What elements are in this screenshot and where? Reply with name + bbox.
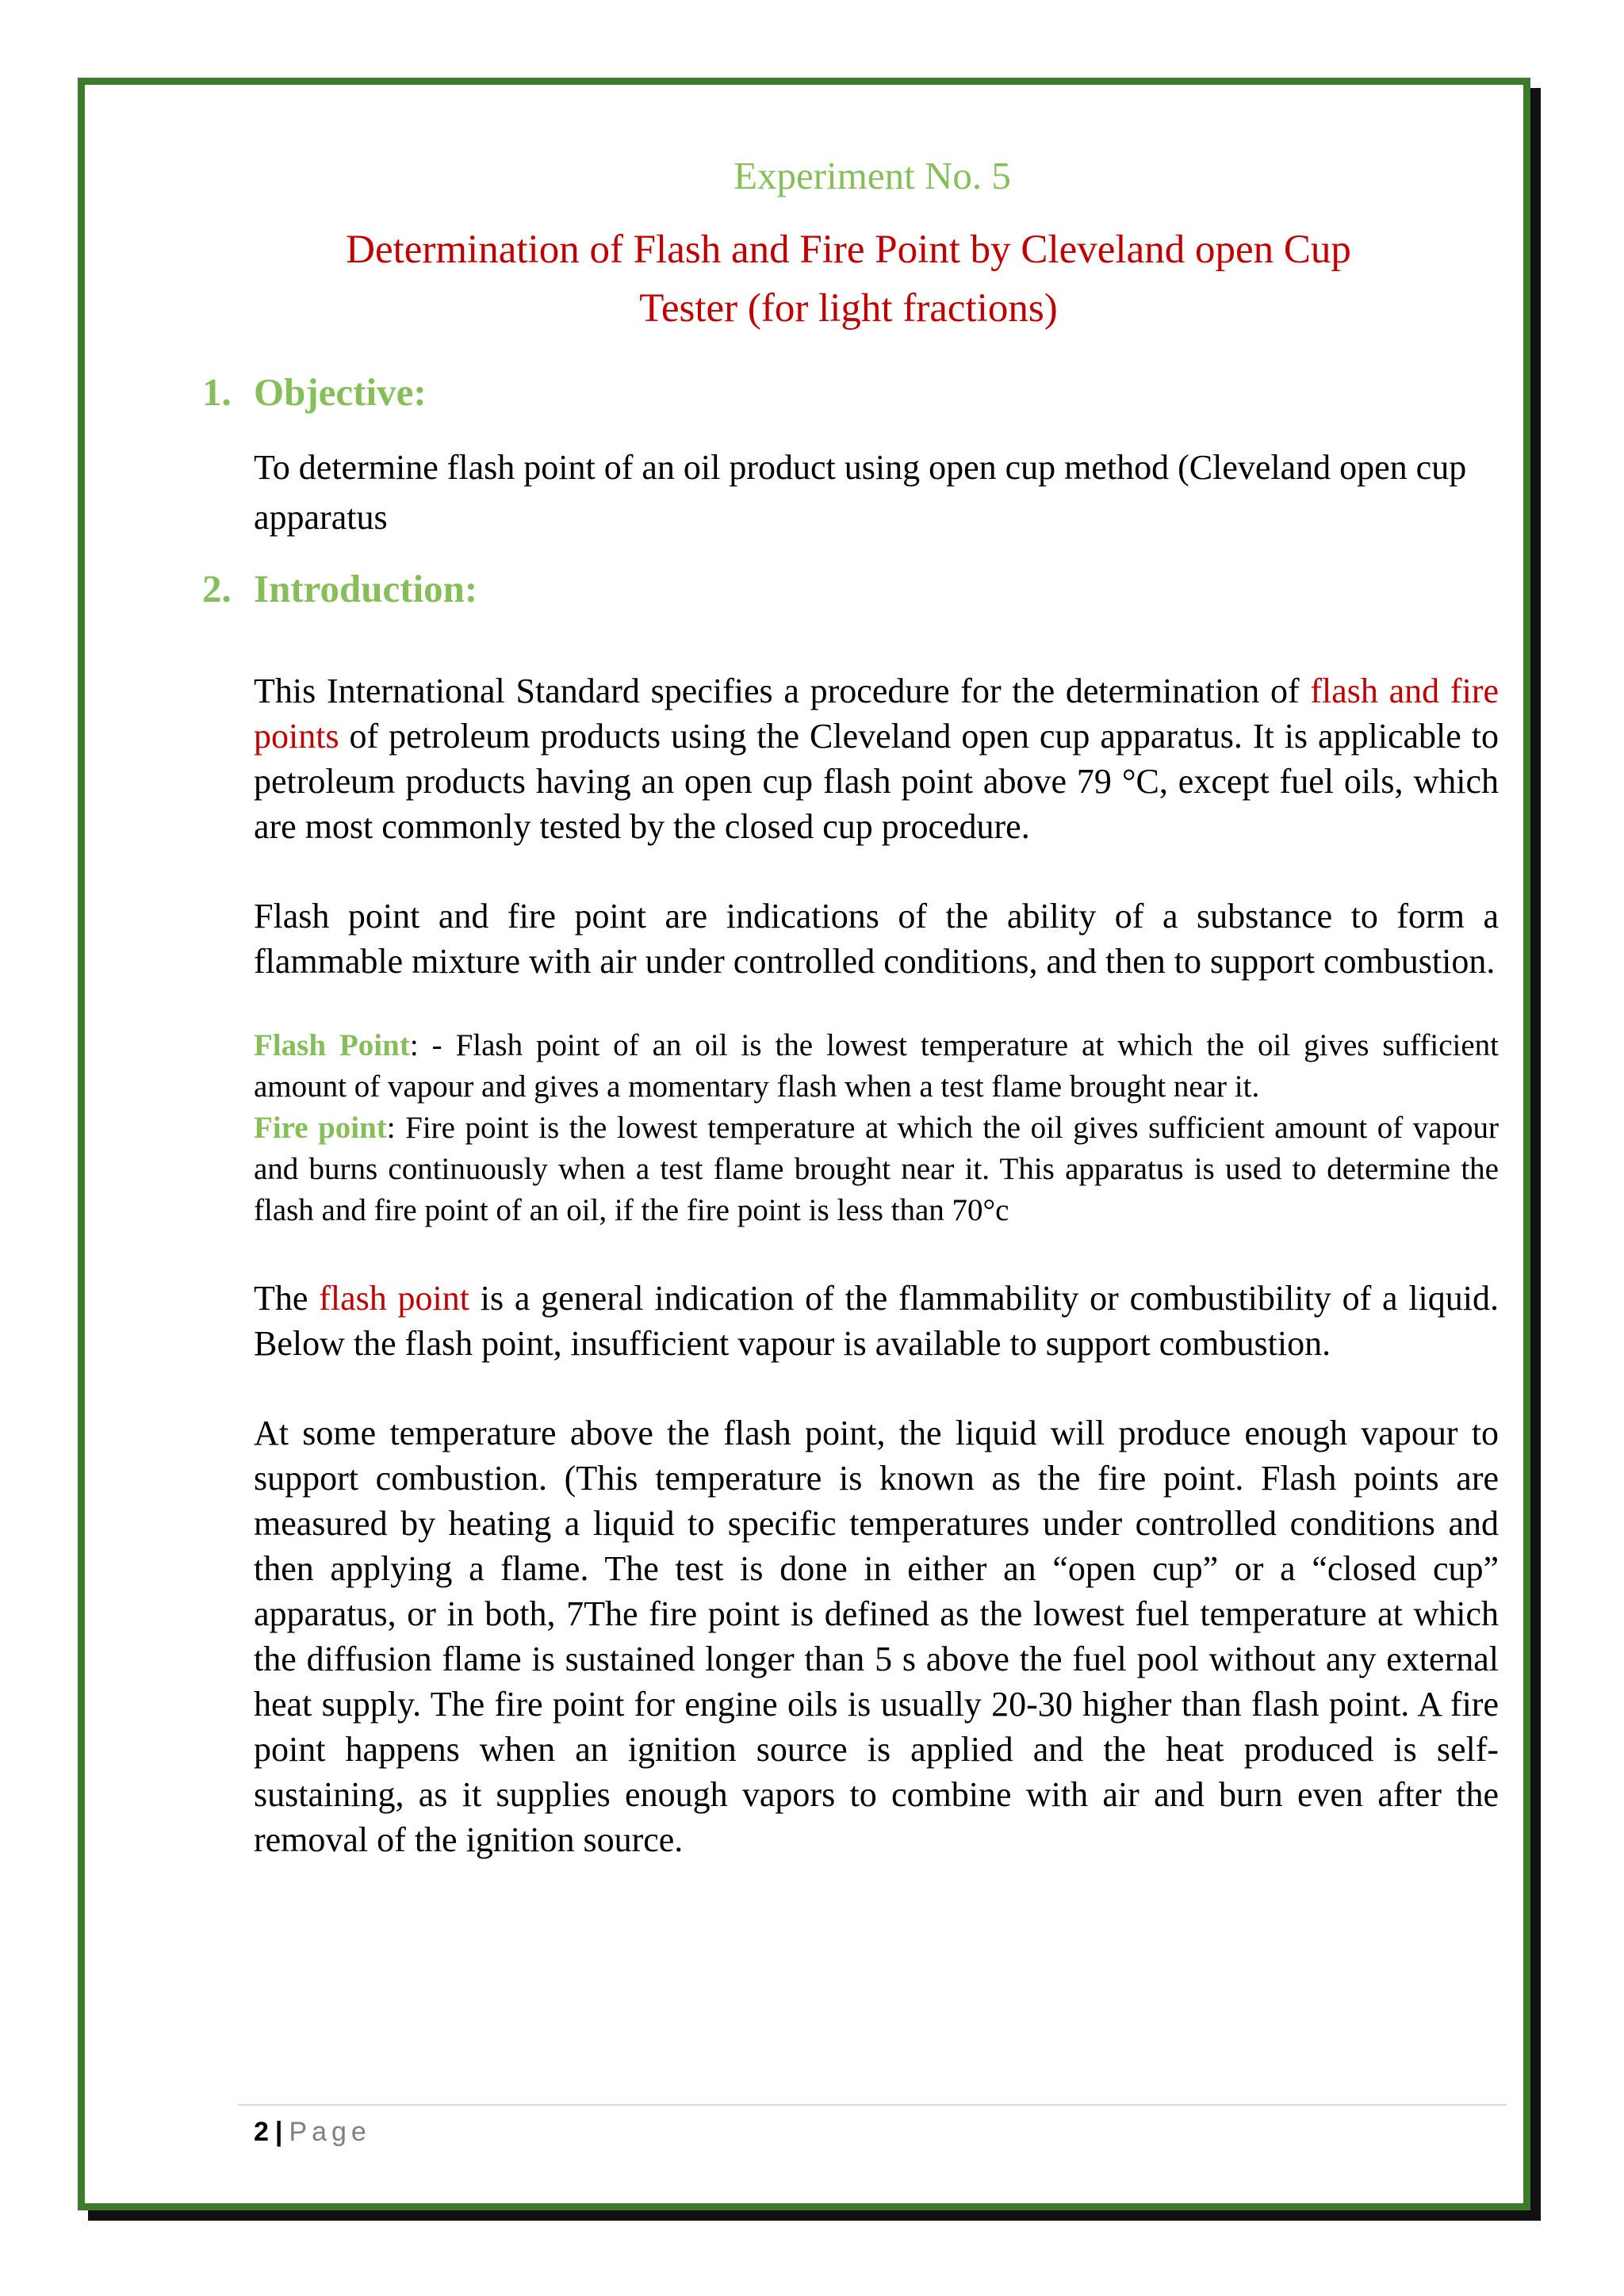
intro-p1-highlight: flash and fire points	[254, 672, 1499, 756]
objective-number: 1.	[202, 369, 232, 414]
intro-paragraph-4: At some temperature above the flash point, the liquid will produce enough vapour to support combustion. (This temperature is known as the fire point. Flash points are measured by heating a liquid to specific temperatures under controlled conditions and then applying a flame. The test is done in either an “open cup” or a “closed cup” apparatus, or in both, 7The fire point is defined as the lowest fuel temperature at which the diffusion flame is sustained longer than 5 s above the fuel pool without any external heat supply. The fire point for engine oils is usually 20-30 higher than flash point. A fire point happens when an ignition source is applied and the heat produced is self-sustaining, as it supplies enough vapors to combine with air and burn even after the removal of the ignition source.	[254, 1414, 1499, 1860]
introduction-heading-text: Introduction:	[254, 567, 478, 611]
main-title	[285, 220, 1411, 338]
page-number: 2	[254, 2117, 269, 2147]
intro-p3-text-a: The	[254, 1279, 320, 1318]
intro-p3-text-b: is a general indication of the flammability or combustibility of a liquid. Below the flash point, insufficient vapour is available to support combustion.	[254, 1279, 1499, 1364]
flash-point-text: : - Flash point of an oil is the lowest temperature at which the oil gives sufficient amount of vapour and gives a momentary flash when a test flame brought near it.	[254, 1028, 1499, 1104]
footer-divider	[238, 2104, 1507, 2106]
flash-point-definition	[254, 1025, 1499, 1108]
main-title-line-2: Tester (for light fractions)	[639, 285, 1058, 331]
objective-heading	[202, 369, 1457, 416]
footer-separator: |	[274, 2117, 283, 2147]
fire-point-term: Fire point	[254, 1111, 387, 1146]
definitions-block	[254, 1025, 1499, 1231]
intro-paragraph-2: Flash point and fire point are indications of the ability of a substance to form a flammable mixture with air under controlled conditions, and then to support combustion.	[254, 897, 1499, 982]
intro-paragraph-3	[254, 1276, 1499, 1366]
introduction-heading	[202, 566, 1457, 613]
experiment-title: Experiment No. 5	[733, 154, 1011, 197]
fire-point-definition	[254, 1108, 1499, 1231]
flash-point-term: Flash Point	[254, 1028, 410, 1063]
objective-heading-text: Objective:	[254, 369, 427, 414]
page-content	[202, 151, 1508, 1862]
page-label: Page	[289, 2117, 371, 2147]
intro-p3-highlight: flash point	[319, 1279, 469, 1318]
intro-paragraph-1	[254, 668, 1499, 849]
intro-p1-text-a: This International Standard specifies a procedure for the determination of	[254, 672, 1311, 711]
page-footer	[254, 2117, 371, 2148]
introduction-number: 2.	[202, 567, 232, 611]
fire-point-text: : Fire point is the lowest temperature at which the oil gives sufficient amount of vapour and burns continuously when a test flame brought near it. This apparatus is used to determine the flash and fire point of an oil, if the fire point is less than 70°c	[254, 1111, 1499, 1228]
main-title-line-1: Determination of Flash and Fire Point by Cleveland open Cup	[346, 227, 1351, 272]
intro-p1-text-b: of petroleum products using the Cleveland open cup apparatus. It is applicable to petroleum products having an open cup flash point above 79 °C, except fuel oils, which are most commonly tested by the closed cup procedure.	[254, 717, 1499, 847]
objective-text: To determine flash point of an oil product using open cup method (Cleveland open cup apparatus	[254, 448, 1467, 538]
